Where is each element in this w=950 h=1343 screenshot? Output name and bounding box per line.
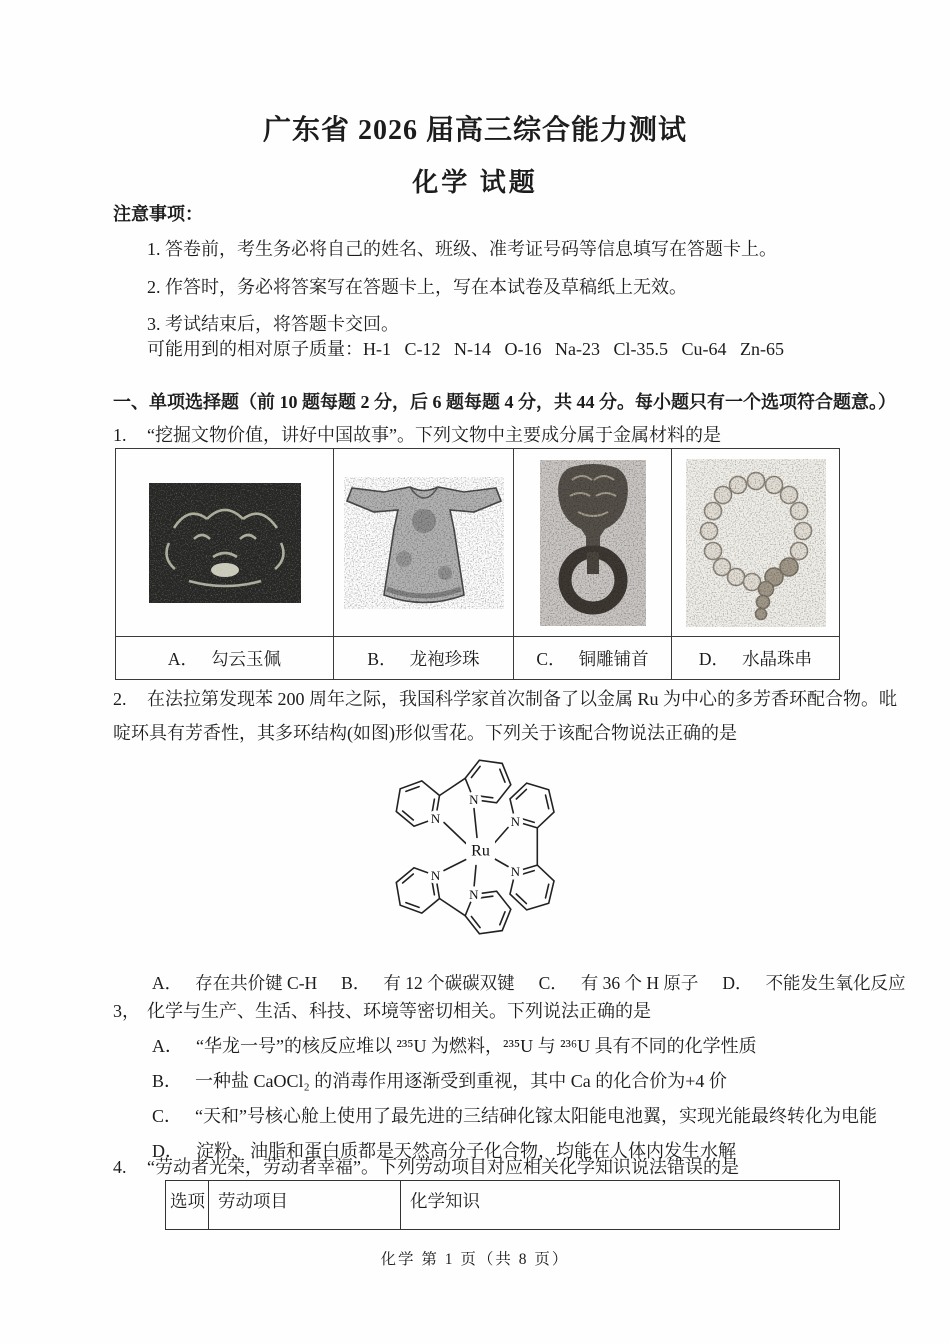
q4-table-header-labor-project: 劳动项目	[208, 1181, 400, 1229]
notice-heading: 注意事项：	[113, 204, 203, 224]
q1-option-b-text: 龙袍珍珠	[409, 648, 480, 669]
q3-option-d: D． 淀粉、油脂和蛋白质都是天然高分子化合物，均能在人体内发生水解	[152, 1141, 736, 1161]
nitrogen-atom-label: N	[469, 792, 479, 808]
q1-option-d-label: D．	[698, 648, 730, 669]
question-2-options	[152, 970, 906, 995]
q4-table-header-option: 选项	[170, 1191, 205, 1211]
q1-option-c-label: C．	[536, 648, 566, 669]
nitrogen-atom-label: N	[469, 886, 479, 902]
q1-image-cell-d	[671, 449, 839, 636]
q1-option-d-text: 水晶珠串	[742, 648, 813, 669]
q3-option-c: C． “天和”号核心舱上使用了最先进的三结砷化镓太阳能电池翼，实现光能最终转化为电能	[152, 1106, 877, 1126]
question-3-text: 化学与生产、生活、科技、环境等密切相关。下列说法正确的是	[147, 1001, 651, 1021]
page-subtitle: 化学 试题	[412, 168, 538, 197]
ruthenium-center-label: Ru	[471, 842, 490, 860]
page-footer: 化学 第 1 页（共 8 页）	[380, 1251, 570, 1268]
nitrogen-atom-label: N	[510, 813, 520, 829]
q2-option-a: A． 存在共价键 C-H	[152, 973, 318, 993]
dragon-robe-photo	[344, 477, 504, 609]
question-1-text: “挖掘文物价值，讲好中国故事”。下列文物中主要成分属于金属材料的是	[147, 425, 721, 445]
q3-option-a: A． “华龙一号”的核反应堆以 ²³⁵U 为燃料，²³⁵U 与 ²³⁶U 具有不同的化学性质	[152, 1036, 757, 1056]
q4-labor-table	[165, 1180, 840, 1230]
crystal-bead-string-photo	[686, 459, 826, 627]
question-2-number: 2.	[113, 689, 127, 709]
q2-option-d: D． 不能发生氧化反应	[722, 973, 906, 993]
jade-pendant-photo	[149, 483, 301, 603]
q4-table-header-chemistry-knowledge: 化学知识	[400, 1181, 839, 1229]
q1-option-a	[116, 636, 333, 679]
question-4-text: “劳动者光荣，劳动者幸福”。下列劳动项目对应相关化学知识说法错误的是	[147, 1157, 739, 1177]
q1-option-c	[513, 636, 671, 679]
q2-option-c: C． 有 36 个 H 原子	[538, 973, 699, 993]
question-2-stem-line1	[113, 688, 897, 711]
q1-option-c-text: 铜雕铺首	[578, 648, 649, 669]
question-2-stem-line2: 啶环具有芳香性，其多环结构(如图)形似雪花。下列关于该配合物说法正确的是	[113, 723, 737, 743]
question-3-stem	[113, 1000, 651, 1023]
nitrogen-atom-label: N	[430, 810, 441, 826]
q1-image-cell-c	[513, 449, 671, 636]
question-2-text-line1: 在法拉第发现苯 200 周年之际，我国科学家首次制备了以金属 Ru 为中心的多芳香环配合物。吡	[147, 689, 898, 709]
nitrogen-atom-label: N	[510, 864, 520, 880]
section-heading: 一、单项选择题（前 10 题每题 2 分，后 6 题每题 4 分，共 44 分。每小题只有一个选项符合题意。）	[113, 392, 896, 412]
q3-option-b: B． 一种盐 CaOCl₂ 的消毒作用逐渐受到重视，其中 Ca 的化合价为+4 价	[152, 1071, 727, 1091]
question-3-number: 3，	[113, 1001, 140, 1021]
q2-option-b: B． 有 12 个碳碳双键	[341, 973, 515, 993]
page-title: 广东省 2026 届高三综合能力测试	[262, 115, 687, 146]
question-4-stem	[113, 1156, 739, 1179]
bronze-knocker-photo	[540, 460, 646, 626]
q1-option-b	[333, 636, 513, 679]
notice-item-2: 2. 作答时，务必将答案写在答题卡上，写在本试卷及草稿纸上无效。	[147, 277, 687, 297]
question-1-stem	[113, 424, 721, 447]
atomic-masses-line: 可能用到的相对原子质量：H-1 C-12 N-14 O-16 Na-23 Cl-35.5 Cu-64 Zn-65	[147, 339, 784, 359]
q1-option-b-label: B．	[367, 648, 397, 669]
question-4-number: 4.	[113, 1157, 127, 1177]
q1-artifact-table	[115, 448, 840, 680]
nitrogen-atom-label: N	[430, 868, 441, 884]
q1-option-a-text: 勾云玉佩	[211, 648, 282, 669]
q1-option-a-label: A．	[167, 648, 199, 669]
question-1-number: 1.	[113, 425, 127, 445]
q1-image-cell-a	[116, 449, 333, 636]
ru-complex-structure-diagram	[368, 750, 598, 968]
notice-item-1: 1. 答卷前，考生务必将自己的姓名、班级、准考证号码等信息填写在答题卡上。	[147, 239, 777, 259]
q1-option-d	[671, 636, 839, 679]
notice-item-3: 3. 考试结束后，将答题卡交回。	[147, 314, 399, 334]
q1-image-cell-b	[333, 449, 513, 636]
